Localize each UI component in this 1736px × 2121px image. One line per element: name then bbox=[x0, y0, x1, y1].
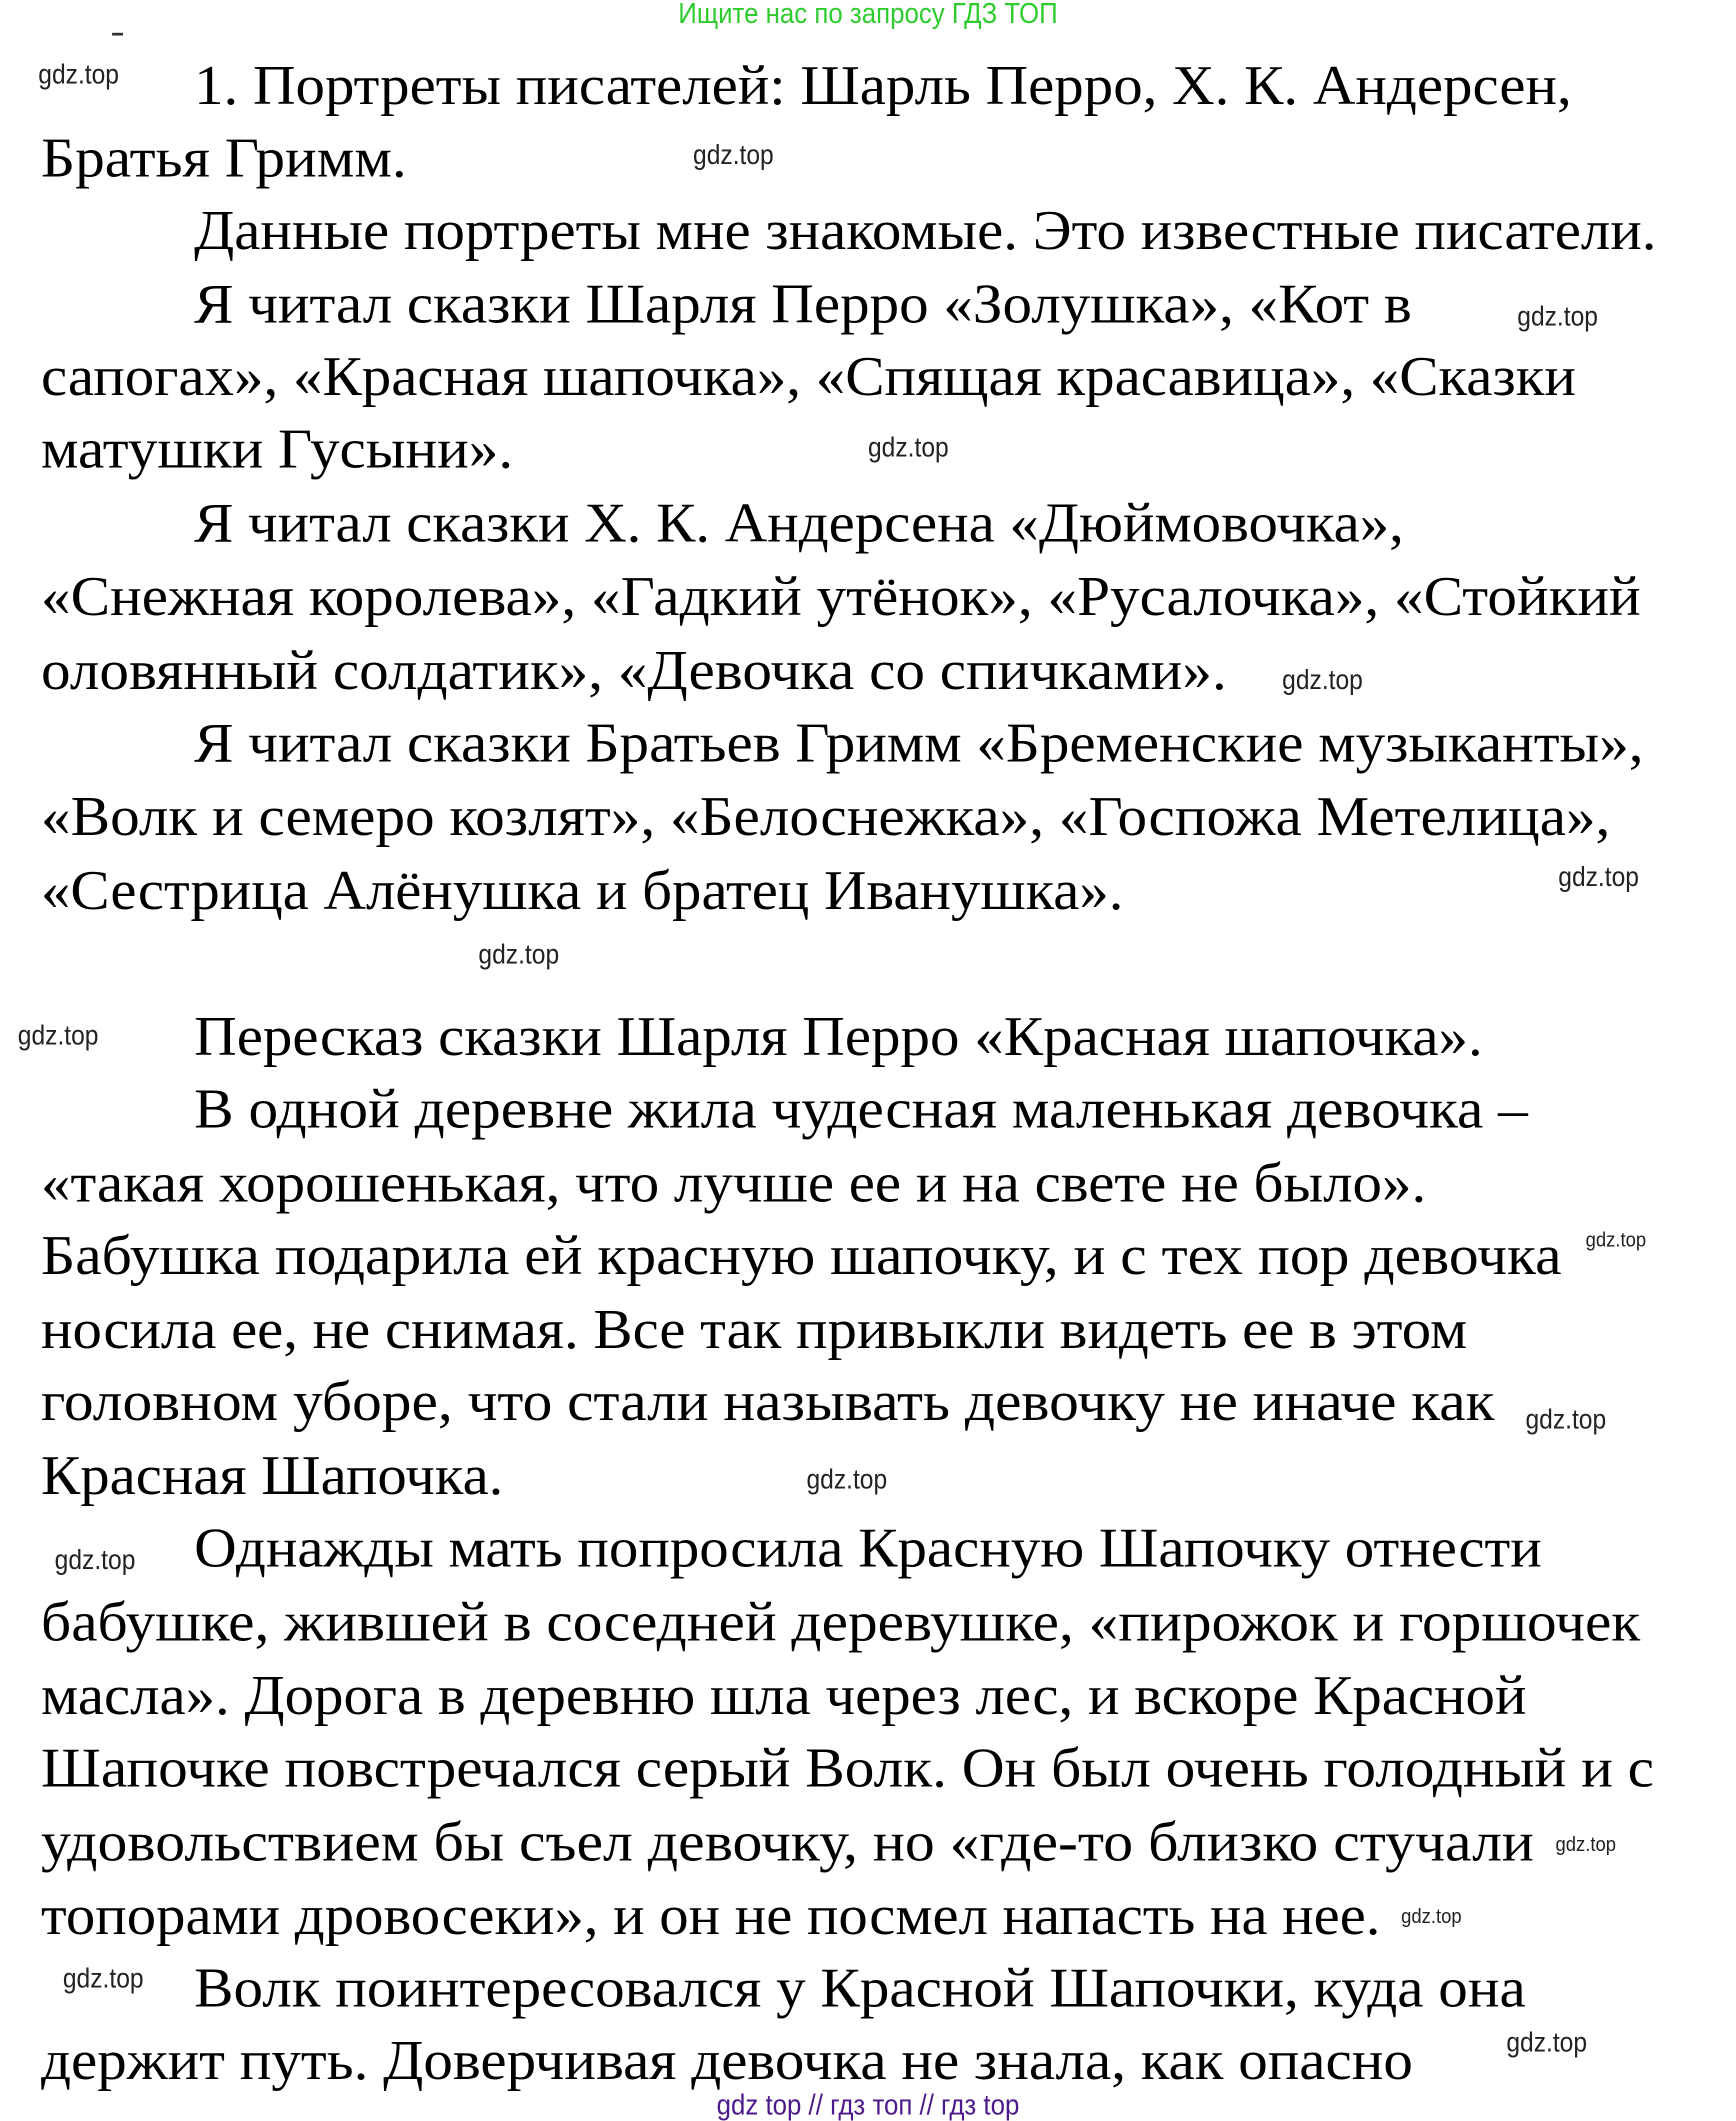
text-line: Шапочке повстречался серый Волк. Он был очень голодный и с bbox=[41, 1735, 1654, 1799]
watermark: gdz.top bbox=[867, 433, 949, 464]
stray-mark bbox=[112, 33, 123, 36]
text-line: Красная Шапочка. bbox=[41, 1443, 504, 1507]
watermark: gdz.top bbox=[1558, 862, 1639, 893]
text-line: сапогах», «Красная шапочка», «Спящая красавица», «Сказки bbox=[41, 344, 1576, 408]
watermark: gdz.top bbox=[1506, 2028, 1588, 2059]
text-line: Данные портреты мне знакомые. Это известные писатели. bbox=[194, 198, 1657, 262]
watermark: gdz.top bbox=[1401, 1905, 1462, 1929]
text-line: «такая хорошенькая, что лучше ее и на свете не было». bbox=[41, 1150, 1427, 1214]
section-heading: Пересказ сказки Шарля Перро «Красная шапочка». bbox=[194, 1004, 1483, 1068]
watermark: gdz.top bbox=[38, 60, 119, 91]
watermark: gdz.top bbox=[1525, 1405, 1607, 1436]
watermark: gdz.top bbox=[54, 1545, 136, 1577]
watermark: gdz.top bbox=[693, 140, 774, 171]
watermark: gdz.top bbox=[1282, 665, 1363, 696]
text-line: В одной деревне жила чудесная маленькая девочка – bbox=[194, 1077, 1528, 1140]
text-line: «Волк и семеро козлят», «Белоснежка», «Госпожа Метелица», bbox=[41, 784, 1611, 848]
text-line: «Сестрица Алёнушка и братец Иванушка». bbox=[41, 858, 1124, 922]
text-line: масла». Дорога в деревню шла через лес, и вскоре Красной bbox=[41, 1663, 1527, 1727]
text-line: носила ее, не снимая. Все так привыкли видеть ее в этом bbox=[41, 1297, 1468, 1361]
text-line: Я читал сказки Х. К. Андерсена «Дюймовочка», bbox=[194, 490, 1404, 554]
watermark: gdz.top bbox=[62, 1964, 144, 1995]
footer-banner[interactable]: gdz top // гдз топ // гдз top bbox=[716, 2089, 1020, 2121]
text-line: 1. Портреты писателей: Шарль Перро, Х. К. Андерсен, bbox=[194, 53, 1572, 117]
watermark: gdz.top bbox=[478, 940, 560, 971]
text-line: оловянный солдатик», «Девочка со спичками». bbox=[41, 638, 1227, 702]
text-line: «Снежная королева», «Гадкий утёнок», «Русалочка», «Стойкий bbox=[41, 564, 1641, 628]
text-line: держит путь. Доверчивая девочка не знала, как опасно bbox=[41, 2028, 1413, 2092]
text-line: головном уборе, что стали называть девочку не иначе как bbox=[41, 1369, 1495, 1433]
text-line: Однажды мать попросила Красную Шапочку отнести bbox=[194, 1515, 1542, 1579]
text-line: матушки Гусыни». bbox=[41, 416, 514, 480]
watermark: gdz.top bbox=[17, 1021, 99, 1052]
text-line: Волк поинтересовался у Красной Шапочки, куда она bbox=[194, 1956, 1526, 2019]
text-line: Я читал сказки Шарля Перро «Золушка», «Кот в bbox=[194, 272, 1412, 335]
text-line: топорами дровосеки», и он не посмел напасть на нее. bbox=[41, 1883, 1381, 1947]
text-line: Бабушка подарила ей красную шапочку, и с тех пор девочка bbox=[41, 1223, 1562, 1287]
watermark: gdz.top bbox=[806, 1465, 888, 1496]
watermark: gdz.top bbox=[1555, 1833, 1617, 1857]
text-line: бабушке, жившей в соседней деревушке, «пирожок и горшочек bbox=[41, 1589, 1641, 1653]
watermark: gdz.top bbox=[1585, 1228, 1647, 1253]
watermark: gdz.top bbox=[1517, 302, 1598, 333]
header-banner[interactable]: Ищите нас по запросу ГДЗ ТОП bbox=[678, 0, 1058, 31]
text-line: Братья Гримм. bbox=[41, 125, 407, 189]
text-line: Я читал сказки Братьев Гримм «Бременские музыканты», bbox=[194, 710, 1644, 774]
text-line: удовольствием бы съел девочку, но «где-то близко стучали bbox=[41, 1809, 1534, 1873]
